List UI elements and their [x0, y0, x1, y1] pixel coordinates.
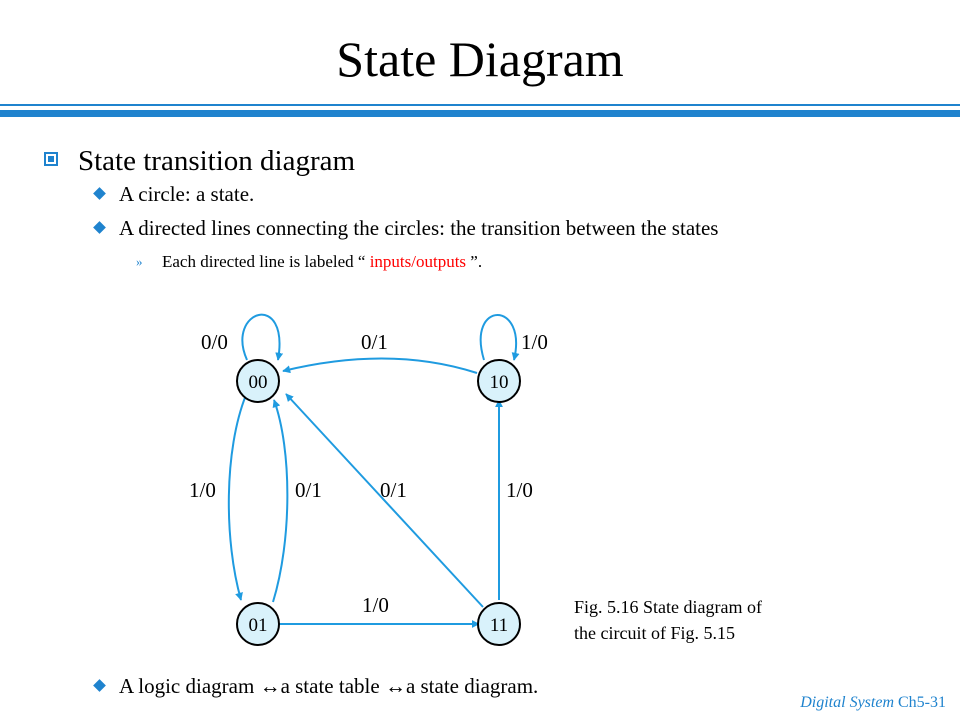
- label-self-00: 0/0: [201, 330, 228, 354]
- double-arrow-icon: ↔: [259, 674, 281, 698]
- state-00: [237, 360, 279, 402]
- footer-page-number: Ch5-31: [898, 694, 946, 711]
- bullet-level1-text: State transition diagram: [78, 145, 356, 177]
- label-01-to-11: 1/0: [362, 593, 389, 617]
- diamond-bullet-icon: [93, 679, 106, 692]
- double-arrow-icon: ↔: [384, 674, 406, 698]
- bullet-level3-post: ”.: [466, 252, 483, 271]
- bullet-level2-circle-text: A circle: a state.: [119, 182, 255, 206]
- state-10-label: 10: [489, 372, 509, 393]
- transition-00-to-01-arrow: [229, 395, 246, 600]
- slide-footer: [800, 694, 946, 712]
- transition-01-to-00-arrow: [273, 400, 287, 602]
- state-11-label: 11: [489, 615, 509, 636]
- label-10-to-00: 0/1: [361, 330, 388, 354]
- bullet-level2-equivalence-text: [119, 674, 538, 698]
- label-11-to-00: 0/1: [380, 478, 407, 502]
- figure-caption-line1: Fig. 5.16 State diagram of: [574, 597, 762, 617]
- bullet-level3-pre: Each directed line is labeled “: [162, 252, 370, 271]
- state-00-label: 00: [248, 372, 268, 393]
- bullet-level3-highlight: inputs/outputs: [369, 252, 467, 271]
- self-loop-00-arrow: [242, 315, 279, 360]
- label-01-to-00: 0/1: [295, 478, 322, 502]
- equivalence-part3: a state diagram.: [405, 674, 539, 698]
- footer-course: Digital System: [800, 694, 894, 711]
- transition-10-to-00-arrow: [283, 358, 477, 373]
- bullet-level2-equivalence: [95, 673, 538, 699]
- equivalence-part1: A logic diagram: [119, 674, 260, 698]
- label-self-10: 1/0: [521, 330, 548, 354]
- state-11: [478, 603, 520, 645]
- self-loop-10-arrow: [481, 315, 516, 360]
- figure-caption-line2: the circuit of Fig. 5.15: [574, 623, 735, 643]
- slide-title: State Diagram: [336, 31, 624, 87]
- chevron-right-icon: »: [136, 254, 143, 269]
- label-00-to-01: 1/0: [189, 478, 216, 502]
- state-01: [237, 603, 279, 645]
- state-01-label: 01: [248, 615, 268, 636]
- state-10: [478, 360, 520, 402]
- figure-caption: [574, 594, 762, 646]
- bullet-level2-lines-text: A directed lines connecting the circles: the transition between the states: [119, 216, 719, 240]
- label-11-to-10: 1/0: [506, 478, 533, 502]
- equivalence-part2: a state table: [280, 674, 385, 698]
